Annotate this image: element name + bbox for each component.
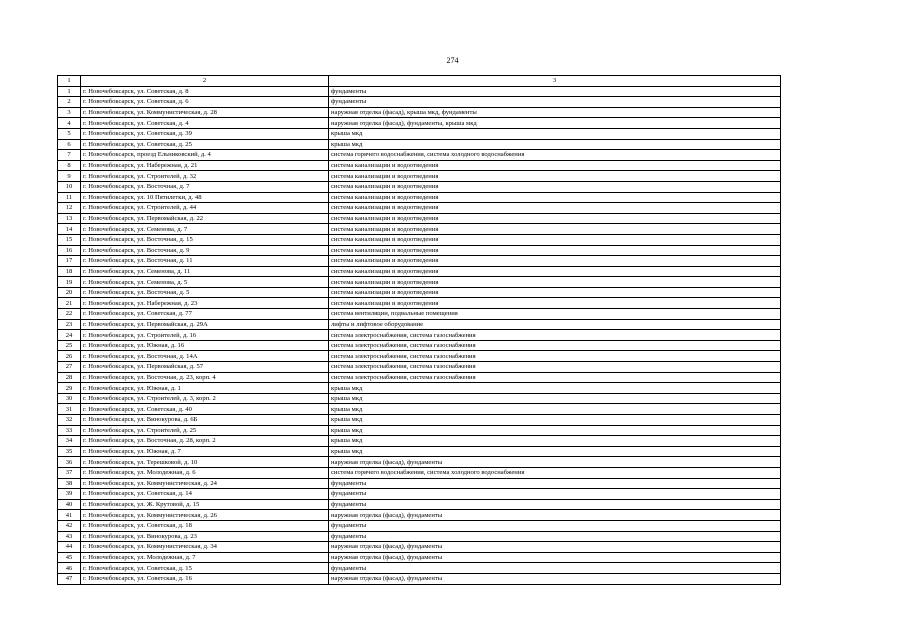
row-works: система горячего водоснабжения, система холодного водоснабжения <box>329 467 781 478</box>
row-works: наружная отделка (фасад), фундаменты <box>329 457 781 468</box>
row-address: г. Новочебоксарск, ул. Советская, д. 14 <box>81 489 329 500</box>
row-address: г. Новочебоксарск, ул. Советская, д. 6 <box>81 97 329 108</box>
table-row <box>58 467 781 478</box>
table-row <box>58 277 781 288</box>
row-number: 42 <box>58 520 81 531</box>
row-number: 30 <box>58 393 81 404</box>
table-row <box>58 107 781 118</box>
row-number: 36 <box>58 457 81 468</box>
row-address: г. Новочебоксарск, ул. Набережная, д. 23 <box>81 298 329 309</box>
row-works: наружная отделка (фасад), фундаменты <box>329 573 781 584</box>
row-works: система электроснабжения, система газоснабжения <box>329 340 781 351</box>
row-works: крыша мкд <box>329 383 781 394</box>
table-row <box>58 573 781 584</box>
table-row <box>58 436 781 447</box>
row-number: 43 <box>58 531 81 542</box>
row-address: г. Новочебоксарск, ул. Первомайская, д. 29А <box>81 319 329 330</box>
row-number: 26 <box>58 351 81 362</box>
table-body <box>58 76 781 585</box>
row-address: г. Новочебоксарск, ул. Советская, д. 77 <box>81 309 329 320</box>
row-address: г. Новочебоксарск, ул. Восточная, д. 5 <box>81 287 329 298</box>
table-row <box>58 383 781 394</box>
row-works: крыша мкд <box>329 393 781 404</box>
table-row <box>58 234 781 245</box>
row-number: 45 <box>58 552 81 563</box>
row-number: 15 <box>58 234 81 245</box>
column-header-number: 1 <box>58 76 81 87</box>
row-address: г. Новочебоксарск, ул. Восточная, д. 28, корп. 2 <box>81 436 329 447</box>
row-works: система электроснабжения, система газоснабжения <box>329 351 781 362</box>
table-row <box>58 245 781 256</box>
table-row <box>58 298 781 309</box>
row-works: фундаменты <box>329 499 781 510</box>
row-address: г. Новочебоксарск, ул. Советская, д. 8 <box>81 86 329 97</box>
row-number: 40 <box>58 499 81 510</box>
row-works: система канализации и водоотведения <box>329 224 781 235</box>
row-number: 2 <box>58 97 81 108</box>
row-address: г. Новочебоксарск, ул. Первомайская, д. 22 <box>81 213 329 224</box>
table-row <box>58 542 781 553</box>
row-number: 8 <box>58 160 81 171</box>
row-works: система канализации и водоотведения <box>329 287 781 298</box>
row-works: крыша мкд <box>329 139 781 150</box>
table-row <box>58 563 781 574</box>
table-row <box>58 362 781 373</box>
row-address: г. Новочебоксарск, ул. Восточная, д. 7 <box>81 181 329 192</box>
table-header-row <box>58 76 781 87</box>
row-address: г. Новочебоксарск, ул. Набережная, д. 21 <box>81 160 329 171</box>
row-address: г. Новочебоксарск, ул. Коммунистическая, д. 24 <box>81 478 329 489</box>
row-address: г. Новочебоксарск, ул. Коммунистическая, д. 34 <box>81 542 329 553</box>
row-number: 22 <box>58 309 81 320</box>
table-row <box>58 266 781 277</box>
row-address: г. Новочебоксарск, ул. Семенова, д. 5 <box>81 277 329 288</box>
row-works: фундаменты <box>329 489 781 500</box>
row-address: г. Новочебоксарск, ул. Восточная, д. 9 <box>81 245 329 256</box>
row-number: 23 <box>58 319 81 330</box>
row-works: система вентиляции, подвальные помещения <box>329 309 781 320</box>
table-row <box>58 213 781 224</box>
row-address: г. Новочебоксарск, ул. Восточная, д. 14А <box>81 351 329 362</box>
row-address: г. Новочебоксарск, ул. Советская, д. 39 <box>81 128 329 139</box>
row-number: 14 <box>58 224 81 235</box>
row-number: 35 <box>58 446 81 457</box>
table-row <box>58 552 781 563</box>
row-address: г. Новочебоксарск, ул. Строителей, д. 16 <box>81 330 329 341</box>
row-number: 28 <box>58 372 81 383</box>
row-address: г. Новочебоксарск, ул. Молодежная, д. 7 <box>81 552 329 563</box>
row-works: система канализации и водоотведения <box>329 234 781 245</box>
row-number: 31 <box>58 404 81 415</box>
row-works: фундаменты <box>329 520 781 531</box>
table-row <box>58 224 781 235</box>
row-works: крыша мкд <box>329 415 781 426</box>
row-address: г. Новочебоксарск, ул. Коммунистическая, д. 26 <box>81 510 329 521</box>
row-works: фундаменты <box>329 86 781 97</box>
row-works: система канализации и водоотведения <box>329 245 781 256</box>
table-row <box>58 203 781 214</box>
table-row <box>58 393 781 404</box>
row-number: 32 <box>58 415 81 426</box>
table-row <box>58 457 781 468</box>
table-row <box>58 256 781 267</box>
row-number: 38 <box>58 478 81 489</box>
row-address: г. Новочебоксарск, ул. Советская, д. 18 <box>81 520 329 531</box>
row-works: система горячего водоснабжения, система холодного водоснабжения <box>329 150 781 161</box>
column-header-address: 2 <box>81 76 329 87</box>
row-works: наружная отделка (фасад), фундаменты <box>329 552 781 563</box>
row-number: 25 <box>58 340 81 351</box>
row-number: 6 <box>58 139 81 150</box>
buildings-table <box>57 75 781 585</box>
row-works: наружная отделка (фасад), фундаменты <box>329 510 781 521</box>
row-works: система канализации и водоотведения <box>329 181 781 192</box>
row-number: 12 <box>58 203 81 214</box>
row-address: г. Новочебоксарск, ул. Строителей, д. 25 <box>81 425 329 436</box>
row-address: г. Новочебоксарск, проезд Ельниковский, д. 4 <box>81 150 329 161</box>
row-works: фундаменты <box>329 478 781 489</box>
row-works: фундаменты <box>329 563 781 574</box>
row-works: наружная отделка (фасад), фундаменты <box>329 542 781 553</box>
row-works: наружная отделка (фасад), крыша мкд, фундаменты <box>329 107 781 118</box>
row-address: г. Новочебоксарск, ул. Южная, д. 16 <box>81 340 329 351</box>
table-row <box>58 510 781 521</box>
row-works: лифты и лифтовое оборудование <box>329 319 781 330</box>
row-address: г. Новочебоксарск, ул. Южная, д. 7 <box>81 446 329 457</box>
row-number: 4 <box>58 118 81 129</box>
row-address: г. Новочебоксарск, ул. Восточная, д. 15 <box>81 234 329 245</box>
table-row <box>58 520 781 531</box>
row-works: система канализации и водоотведения <box>329 256 781 267</box>
row-address: г. Новочебоксарск, ул. 10 Пятилетки, д. 48 <box>81 192 329 203</box>
column-header-works: 3 <box>329 76 781 87</box>
row-works: система электроснабжения, система газоснабжения <box>329 372 781 383</box>
row-number: 5 <box>58 128 81 139</box>
row-works: система электроснабжения, система газоснабжения <box>329 362 781 373</box>
row-address: г. Новочебоксарск, ул. Строителей, д. 44 <box>81 203 329 214</box>
table-row <box>58 128 781 139</box>
row-number: 13 <box>58 213 81 224</box>
row-number: 11 <box>58 192 81 203</box>
row-address: г. Новочебоксарск, ул. Семенова, д. 11 <box>81 266 329 277</box>
row-address: г. Новочебоксарск, ул. Молодежная, д. 6 <box>81 467 329 478</box>
row-address: г. Новочебоксарск, ул. Винокурова, д. 23 <box>81 531 329 542</box>
row-number: 44 <box>58 542 81 553</box>
table-row <box>58 499 781 510</box>
row-address: г. Новочебоксарск, ул. Советская, д. 15 <box>81 563 329 574</box>
row-works: система канализации и водоотведения <box>329 277 781 288</box>
row-works: система канализации и водоотведения <box>329 298 781 309</box>
table-row <box>58 446 781 457</box>
row-address: г. Новочебоксарск, ул. Первомайская, д. 57 <box>81 362 329 373</box>
row-address: г. Новочебоксарск, ул. Советская, д. 16 <box>81 573 329 584</box>
row-address: г. Новочебоксарск, ул. Винокурова, д. 6Б <box>81 415 329 426</box>
table-row <box>58 181 781 192</box>
row-number: 18 <box>58 266 81 277</box>
row-number: 46 <box>58 563 81 574</box>
row-works: крыша мкд <box>329 446 781 457</box>
row-address: г. Новочебоксарск, ул. Строителей, д. 32 <box>81 171 329 182</box>
row-works: фундаменты <box>329 531 781 542</box>
table-row <box>58 97 781 108</box>
table-row <box>58 425 781 436</box>
table-row <box>58 139 781 150</box>
row-number: 33 <box>58 425 81 436</box>
row-works: система канализации и водоотведения <box>329 203 781 214</box>
table-row <box>58 160 781 171</box>
row-works: система канализации и водоотведения <box>329 266 781 277</box>
table-row <box>58 351 781 362</box>
table-row <box>58 171 781 182</box>
row-address: г. Новочебоксарск, ул. Советская, д. 4 <box>81 118 329 129</box>
table-row <box>58 192 781 203</box>
table-row <box>58 415 781 426</box>
table-row <box>58 404 781 415</box>
row-number: 20 <box>58 287 81 298</box>
row-number: 34 <box>58 436 81 447</box>
row-number: 9 <box>58 171 81 182</box>
row-number: 37 <box>58 467 81 478</box>
table-row <box>58 309 781 320</box>
row-address: г. Новочебоксарск, ул. Советская, д. 40 <box>81 404 329 415</box>
row-works: система канализации и водоотведения <box>329 213 781 224</box>
table-row <box>58 86 781 97</box>
table-row <box>58 340 781 351</box>
row-works: крыша мкд <box>329 128 781 139</box>
table-row <box>58 531 781 542</box>
row-number: 17 <box>58 256 81 267</box>
row-works: крыша мкд <box>329 436 781 447</box>
table-row <box>58 150 781 161</box>
row-number: 27 <box>58 362 81 373</box>
row-number: 29 <box>58 383 81 394</box>
row-works: система канализации и водоотведения <box>329 171 781 182</box>
table-row <box>58 118 781 129</box>
row-address: г. Новочебоксарск, ул. Восточная, д. 23, корп. 4 <box>81 372 329 383</box>
row-number: 10 <box>58 181 81 192</box>
table-row <box>58 287 781 298</box>
row-address: г. Новочебоксарск, ул. Восточная, д. 11 <box>81 256 329 267</box>
row-address: г. Новочебоксарск, ул. Коммунистическая, д. 28 <box>81 107 329 118</box>
row-address: г. Новочебоксарск, ул. Южная, д. 1 <box>81 383 329 394</box>
table-row <box>58 489 781 500</box>
row-works: фундаменты <box>329 97 781 108</box>
row-works: система канализации и водоотведения <box>329 160 781 171</box>
row-address: г. Новочебоксарск, ул. Ж. Крутовой, д. 15 <box>81 499 329 510</box>
row-number: 16 <box>58 245 81 256</box>
page-number: 274 <box>446 56 459 65</box>
row-works: крыша мкд <box>329 425 781 436</box>
table-row <box>58 330 781 341</box>
row-address: г. Новочебоксарск, ул. Семенова, д. 7 <box>81 224 329 235</box>
row-works: наружная отделка (фасад), фундаменты, крыша мкд <box>329 118 781 129</box>
row-number: 41 <box>58 510 81 521</box>
table-row <box>58 478 781 489</box>
row-number: 47 <box>58 573 81 584</box>
row-number: 3 <box>58 107 81 118</box>
row-number: 7 <box>58 150 81 161</box>
row-address: г. Новочебоксарск, ул. Советская, д. 25 <box>81 139 329 150</box>
row-number: 1 <box>58 86 81 97</box>
row-number: 21 <box>58 298 81 309</box>
row-works: система электроснабжения, система газоснабжения <box>329 330 781 341</box>
row-works: крыша мкд <box>329 404 781 415</box>
row-number: 19 <box>58 277 81 288</box>
row-number: 24 <box>58 330 81 341</box>
row-address: г. Новочебоксарск, ул. Строителей, д. 3, корп. 2 <box>81 393 329 404</box>
table-row <box>58 319 781 330</box>
row-number: 39 <box>58 489 81 500</box>
row-address: г. Новочебоксарск, ул. Терешковой, д. 10 <box>81 457 329 468</box>
table-row <box>58 372 781 383</box>
row-works: система канализации и водоотведения <box>329 192 781 203</box>
